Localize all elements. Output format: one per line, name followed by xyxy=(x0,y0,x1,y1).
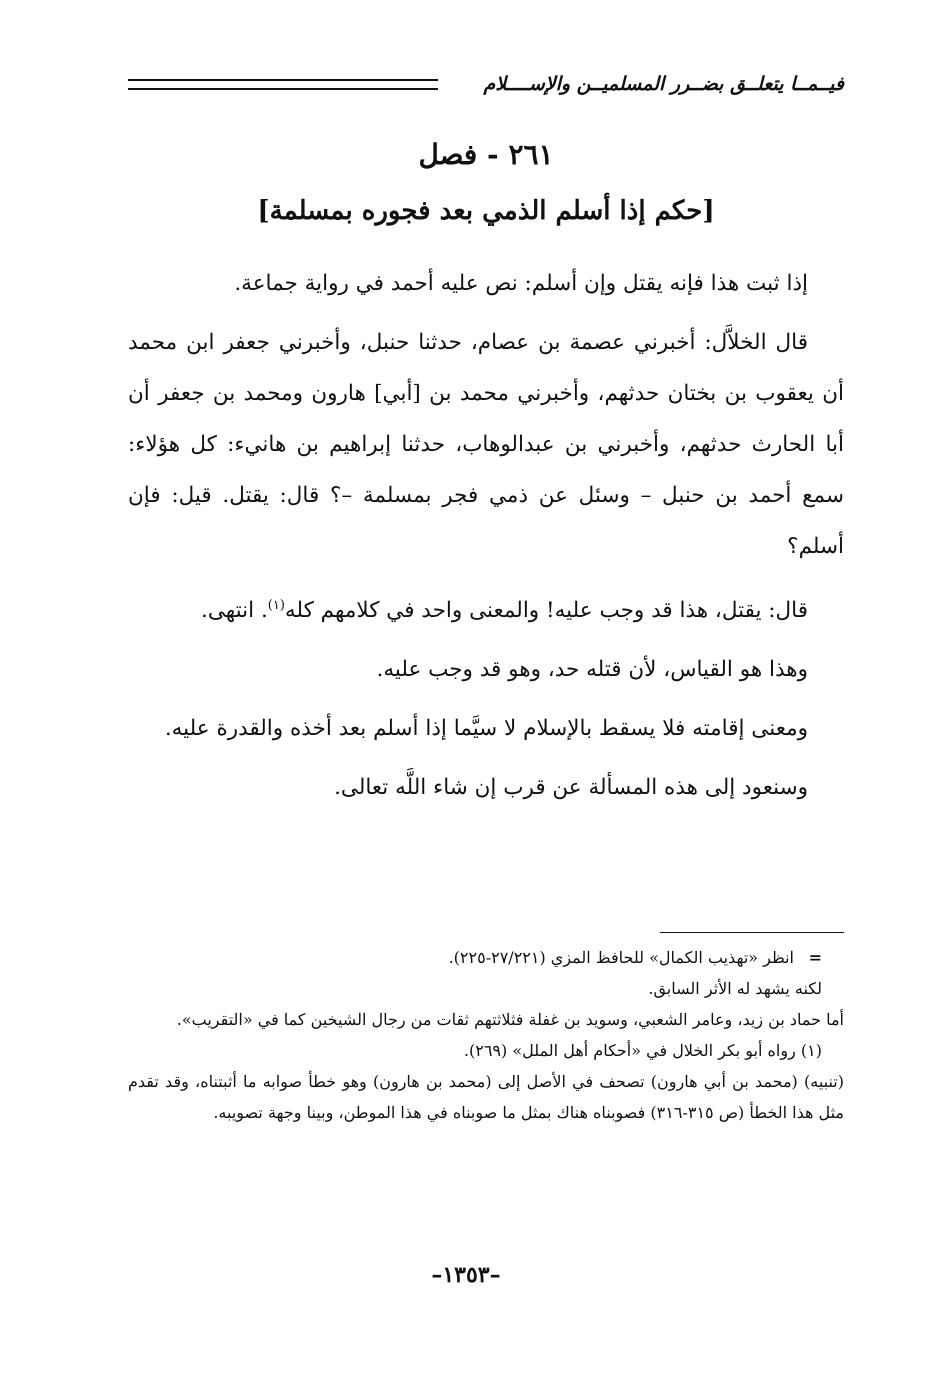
section-title: [حكم إذا أسلم الذمي بعد فجوره بمسلمة] xyxy=(257,196,715,226)
paragraph-2: قال الخلاَّل: أخبرني عصمة بن عصام، حدثنا حنبل، وأخبرني جعفر ابن محمد أن يعقوب بن بختان حدثهم، وأخبرني محمد بن [أبي] هارون ومحمد بن جعفر أن أبا الحارث حدثهم، وأخبرني بن عبدالوهاب، حدثنا إبراهيم بن هانيء: كل هؤلاء: سمع أحمد بن حنبل – وسئل عن ذمي فجر بمسلمة –؟ قال: يقتل. قيل: فإن أسلم؟ xyxy=(128,330,844,559)
body-text xyxy=(128,258,844,821)
footnote-line-2: لكنه يشهد له الأثر السابق. xyxy=(648,979,822,998)
header-double-rule xyxy=(128,79,438,90)
running-title: فيــمــا يتعلــق بضــرر المسلميــن والإســــلام xyxy=(483,73,844,95)
footnotes xyxy=(128,942,844,1128)
paragraph-4: وهذا هو القياس، لأن قتله حد، وهو قد وجب عليه. xyxy=(376,657,808,683)
footnote-1: (١) رواه أبو بكر الخلال في «أحكام أهل الملل» (٢٦٩). xyxy=(463,1041,822,1060)
footnote-continued xyxy=(128,942,844,973)
footnote-note: (تنبيه) (محمد بن أبي هارون) تصحف في الأصل إلى (محمد بن هارون) وهو خطأ صوابه ما أثبتناه، وقد تقدم مثل هذا الخطأ (ص ٣١٥-٣١٦) فصوبناه هناك بمثل ما صوبناه في هذا الموطن، وبينا وجهة تصويبه. xyxy=(128,1072,844,1122)
paragraph-3 xyxy=(128,580,844,636)
paragraph-3-text: قال: يقتل، هذا قد وجب عليه! والمعنى واحد في كلامهم كله xyxy=(284,598,808,624)
footnote-line-3: أما حماد بن زيد، وعامر الشعبي، وسويد بن غفلة فثلاثتهم ثقات من رجال الشيخين كما في «التقريب». xyxy=(176,1010,844,1029)
footnote-reference: (١) xyxy=(267,598,285,613)
footnote-separator xyxy=(660,932,844,933)
continuation-marker: = xyxy=(808,948,822,967)
paragraph-6: وسنعود إلى هذه المسألة عن قرب إن شاء اللَّه تعالى. xyxy=(334,775,808,801)
chapter-heading: ٢٦١ - فصل xyxy=(418,138,554,171)
page-number: –١٣٥٣– xyxy=(431,1262,501,1288)
paragraph-5: ومعنى إقامته فلا يسقط بالإسلام لا سيَّما إذا أسلم بعد أخذه والقدرة عليه. xyxy=(164,716,808,742)
paragraph-1: إذا ثبت هذا فإنه يقتل وإن أسلم: نص عليه أحمد في رواية جماعة. xyxy=(234,271,808,296)
footnote-line-1: انظر «تهذيب الكمال» للحافظ المزي (٢٧/٢٢١-٢٢٥). xyxy=(448,948,794,967)
paragraph-3-end: . انتهى. xyxy=(201,598,268,624)
running-header xyxy=(128,70,844,98)
